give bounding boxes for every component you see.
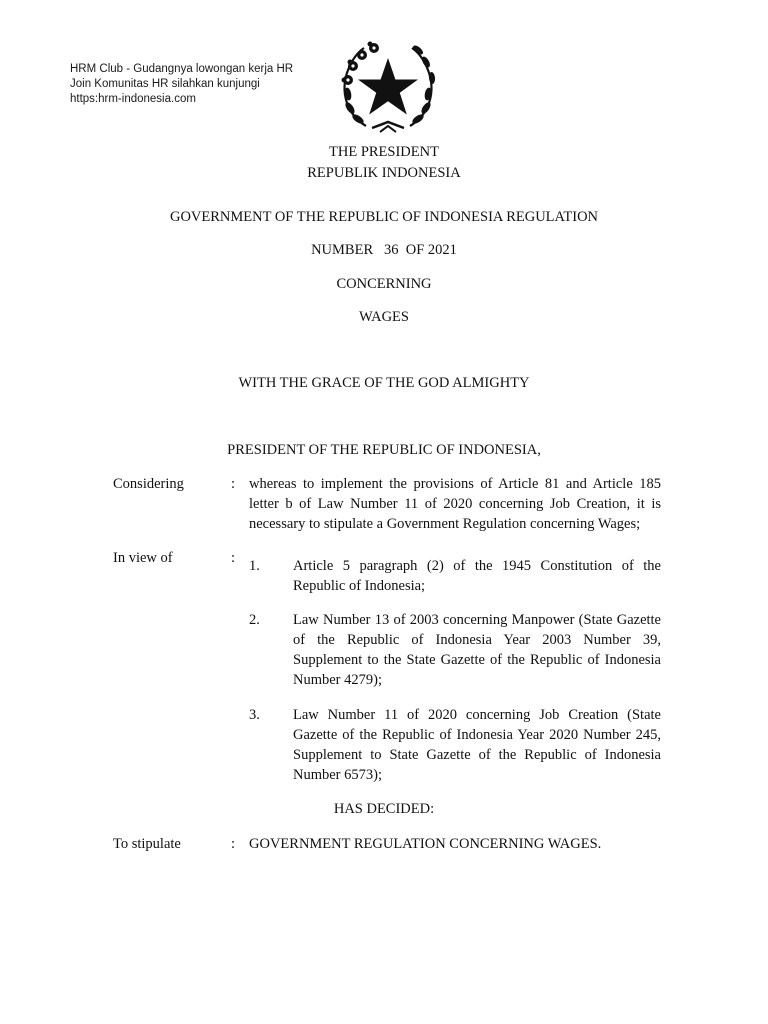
stipulate-label: To stipulate <box>113 836 181 852</box>
republic-title: REPUBLIK INDONESIA <box>307 165 461 181</box>
list-item: Law Number 11 of 2020 concerning Job Creation (State Gazette of the Republic of Indonesia Year 2020 Number 245, Supplement to State Gazette of the Republic of Indonesia Number 6573); <box>293 707 661 783</box>
watermark-text <box>70 62 293 107</box>
list-item-number: 1. <box>249 558 260 574</box>
considering-text: whereas to implement the provisions of Article 81 and Article 185 letter b of Law Number 11 of 2020 concerning Job Creation, it is necessary to stipulate a Government Regulation concerning Wages; <box>249 476 661 532</box>
watermark-line-1: HRM Club - Gudangnya lowongan kerja HR <box>70 63 294 75</box>
subject-heading: WAGES <box>359 309 409 325</box>
stipulate-colon: : <box>231 836 236 852</box>
presidential-emblem-icon <box>336 36 440 140</box>
president-heading: PRESIDENT OF THE REPUBLIC OF INDONESIA, <box>227 442 541 458</box>
concerning-heading: CONCERNING <box>336 276 432 292</box>
list-item: Law Number 13 of 2003 concerning Manpower (State Gazette of the Republic of Indonesia Year 2003 Number 39, Supplement to the State Gazette of the Republic of Indonesia Number 4279); <box>293 612 661 688</box>
regulation-title: GOVERNMENT OF THE REPUBLIC OF INDONESIA REGULATION <box>169 209 599 225</box>
watermark-line-2: Join Komunitas HR silahkan kunjungi <box>70 78 260 90</box>
watermark-line-3: https:hrm-indonesia.com <box>70 93 196 105</box>
list-item: Article 5 paragraph (2) of the 1945 Constitution of the Republic of Indonesia; <box>293 558 661 594</box>
list-item-number: 3. <box>249 707 260 723</box>
considering-label: Considering <box>113 476 184 492</box>
in-view-of-colon: : <box>231 550 236 566</box>
stipulate-text: GOVERNMENT REGULATION CONCERNING WAGES. <box>249 836 602 852</box>
president-title: THE PRESIDENT <box>329 144 439 160</box>
grace-heading: WITH THE GRACE OF THE GOD ALMIGHTY <box>238 375 530 391</box>
considering-colon: : <box>231 476 236 492</box>
in-view-of-label: In view of <box>113 550 173 566</box>
regulation-number: NUMBER 36 OF 2021 <box>311 242 457 258</box>
list-item-number: 2. <box>249 612 260 628</box>
has-decided-heading: HAS DECIDED: <box>333 801 435 817</box>
